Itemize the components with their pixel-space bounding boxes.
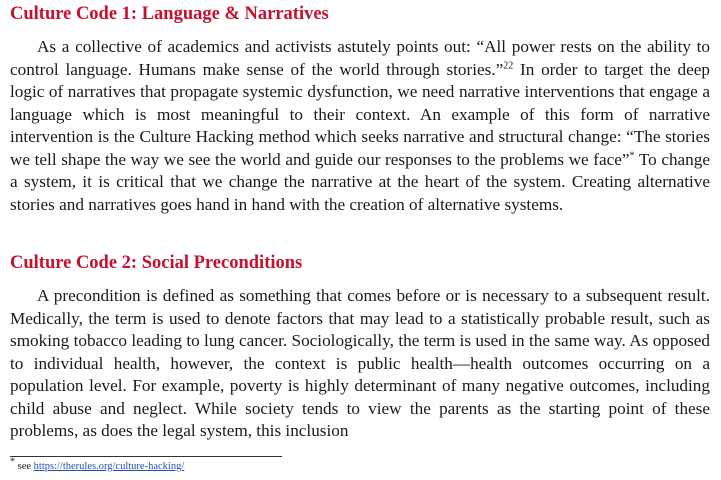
- citation-22: 22: [503, 59, 514, 71]
- footnote-prefix: see: [15, 461, 34, 472]
- footnote: [10, 456, 185, 474]
- footnote-marker: *: [10, 456, 15, 468]
- footnote-divider: [10, 456, 282, 457]
- section-heading-social-preconditions: Culture Code 2: Social Preconditions: [10, 253, 303, 273]
- paragraph-language-narratives: [10, 36, 710, 216]
- paragraph-text: As a collective of academics and activists astutely points out: “All power rests on the ability to control language. Humans make sense of the world through stories.”: [10, 37, 710, 79]
- section-heading-language-narratives: Culture Code 1: Language & Narratives: [10, 4, 329, 24]
- footnote-link[interactable]: https://therules.org/culture-hacking/: [33, 461, 185, 472]
- paragraph-text: In order to target the deep logic of narratives that propagate systemic dysfunction, we need narrative interventions that engage a language which is most meaningful to their context. An example of this form of narrative intervention is the Culture Hacking method which seeks narrative and structural change: “The stories we tell shape the way we see the world and guide our responses to the problems we face”: [10, 59, 710, 169]
- paragraph-social-preconditions: A precondition is defined as something that comes before or is necessary to a subsequent result. Medically, the term is used to denote factors that may lead to a statistically probable result, such as smoking tobacco leading to lung cancer. Sociologically, the term is used in the same way. As opposed to individual health, however, the context is public health—health outcomes occurring on a population level. For example, poverty is highly determinant of many negative outcomes, including child abuse and neglect. While society tends to view the parents as the starting point of these problems, as does the legal system, this inclusion: [10, 286, 710, 440]
- footnote-ref-star[interactable]: *: [629, 149, 635, 161]
- paragraph-text: To change a system, it is critical that we change the narrative at the heart of the system. Creating alternative stories and narratives goes hand in hand with the creation of alternative systems.: [10, 149, 710, 214]
